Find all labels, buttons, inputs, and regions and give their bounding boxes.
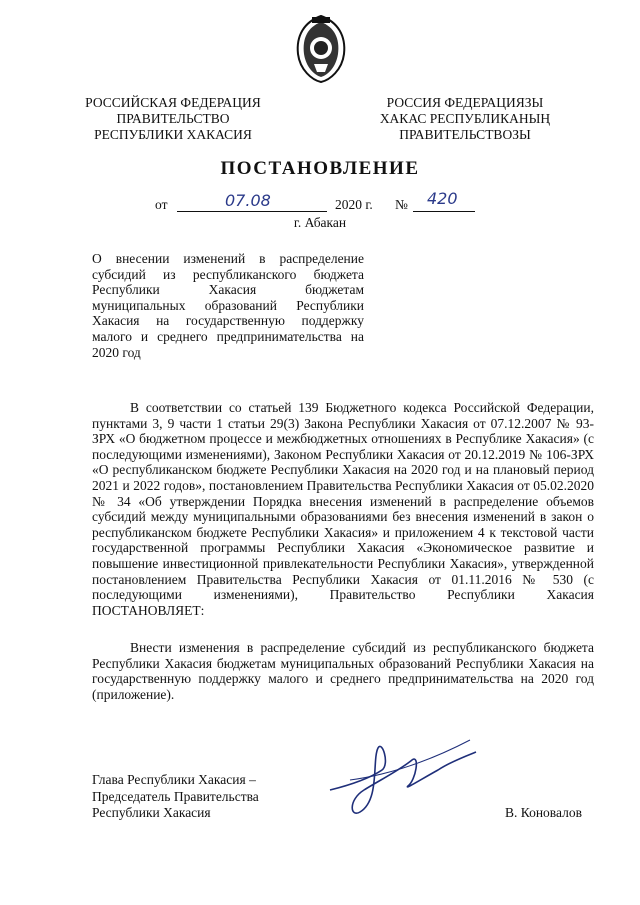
signatory-role-line: Председатель Правительства	[92, 788, 259, 804]
signatory-role-line: Республики Хакасия	[92, 805, 211, 820]
handwritten-date: 07.08	[225, 191, 271, 210]
coat-of-arms-icon	[292, 14, 350, 84]
date-year: 2020 г.	[335, 197, 373, 212]
number-label: №	[395, 197, 408, 212]
date-prefix: от	[155, 197, 168, 212]
signatory-role-line: Глава Республики Хакасия –	[92, 772, 256, 787]
header-left	[78, 95, 268, 143]
header-right-line: ПРАВИТЕЛЬСТВОЗЫ	[399, 127, 531, 142]
header-left-line: РЕСПУБЛИКИ ХАКАСИЯ	[94, 127, 252, 142]
document-title: ПОСТАНОВЛЕНИЕ	[220, 158, 420, 179]
body-paragraph: В соответствии со статьей 139 Бюджетного кодекса Российской Федерации, пунктами 3, 9 части 1 статьи 29(3) Закона Республики Хакасия от 07.12.2007 № 93-ЗРХ «О бюджетном процессе и межбюджетных отношениях в Республике Хакасия» (с последующими изменениями), Законом Республики Хакасия от 20.12.2019 № 106-ЗРХ «О республиканском бюджете Республики Хакасия на 2020 год и на плановый период 2021 и 2022 годов», постановлением Правительства Республики Хакасия от 05.02.2020 № 34 «Об утверждении Порядка внесения изменений в распределение объемов субсидий между муниципальными образованиями без внесения изменений в закон о республиканском бюджете Республики Хакасия» и приложением 4 к текстовой части государственной программы Республики Хакасия «Экономическое развитие и повышение инвестиционной привлекательности Республики Хакасия», утвержденной постановлением Правительства Республики Хакасия от 01.11.2016 № 530 (с последующими изменениями), Правительство Республики Хакасия ПОСТАНОВЛЯЕТ:	[92, 400, 594, 618]
handwritten-signature	[320, 730, 480, 820]
header-left-line: ПРАВИТЕЛЬСТВО	[116, 111, 230, 126]
handwritten-number: 420	[427, 189, 458, 208]
header-right-line: ХАКАС РЕСПУБЛИКАНЫҢ	[379, 111, 551, 126]
header-right-line: РОССИЯ ФЕДЕРАЦИЯЗЫ	[386, 95, 544, 110]
signatory-name: В. Коновалов	[505, 805, 582, 820]
body-paragraph: Внести изменения в распределение субсидий из республиканского бюджета Республики Хакасия бюджетам муниципальных образований Республики Хакасия на государственную поддержку малого и среднего предпринимательства на 2020 год (приложение).	[92, 640, 594, 702]
header-left-line: РОССИЙСКАЯ ФЕДЕРАЦИЯ	[85, 95, 261, 110]
signatory-role	[92, 772, 259, 822]
city: г. Абакан	[293, 215, 347, 230]
subject-text: О внесении изменений в распределение субсидий из республиканского бюджета Республики Хакасия бюджетам муниципальных образований Республики Хакасия на государственную поддержку малого и среднего предпринимательства на 2020 год	[92, 251, 364, 360]
header-right	[360, 95, 570, 143]
